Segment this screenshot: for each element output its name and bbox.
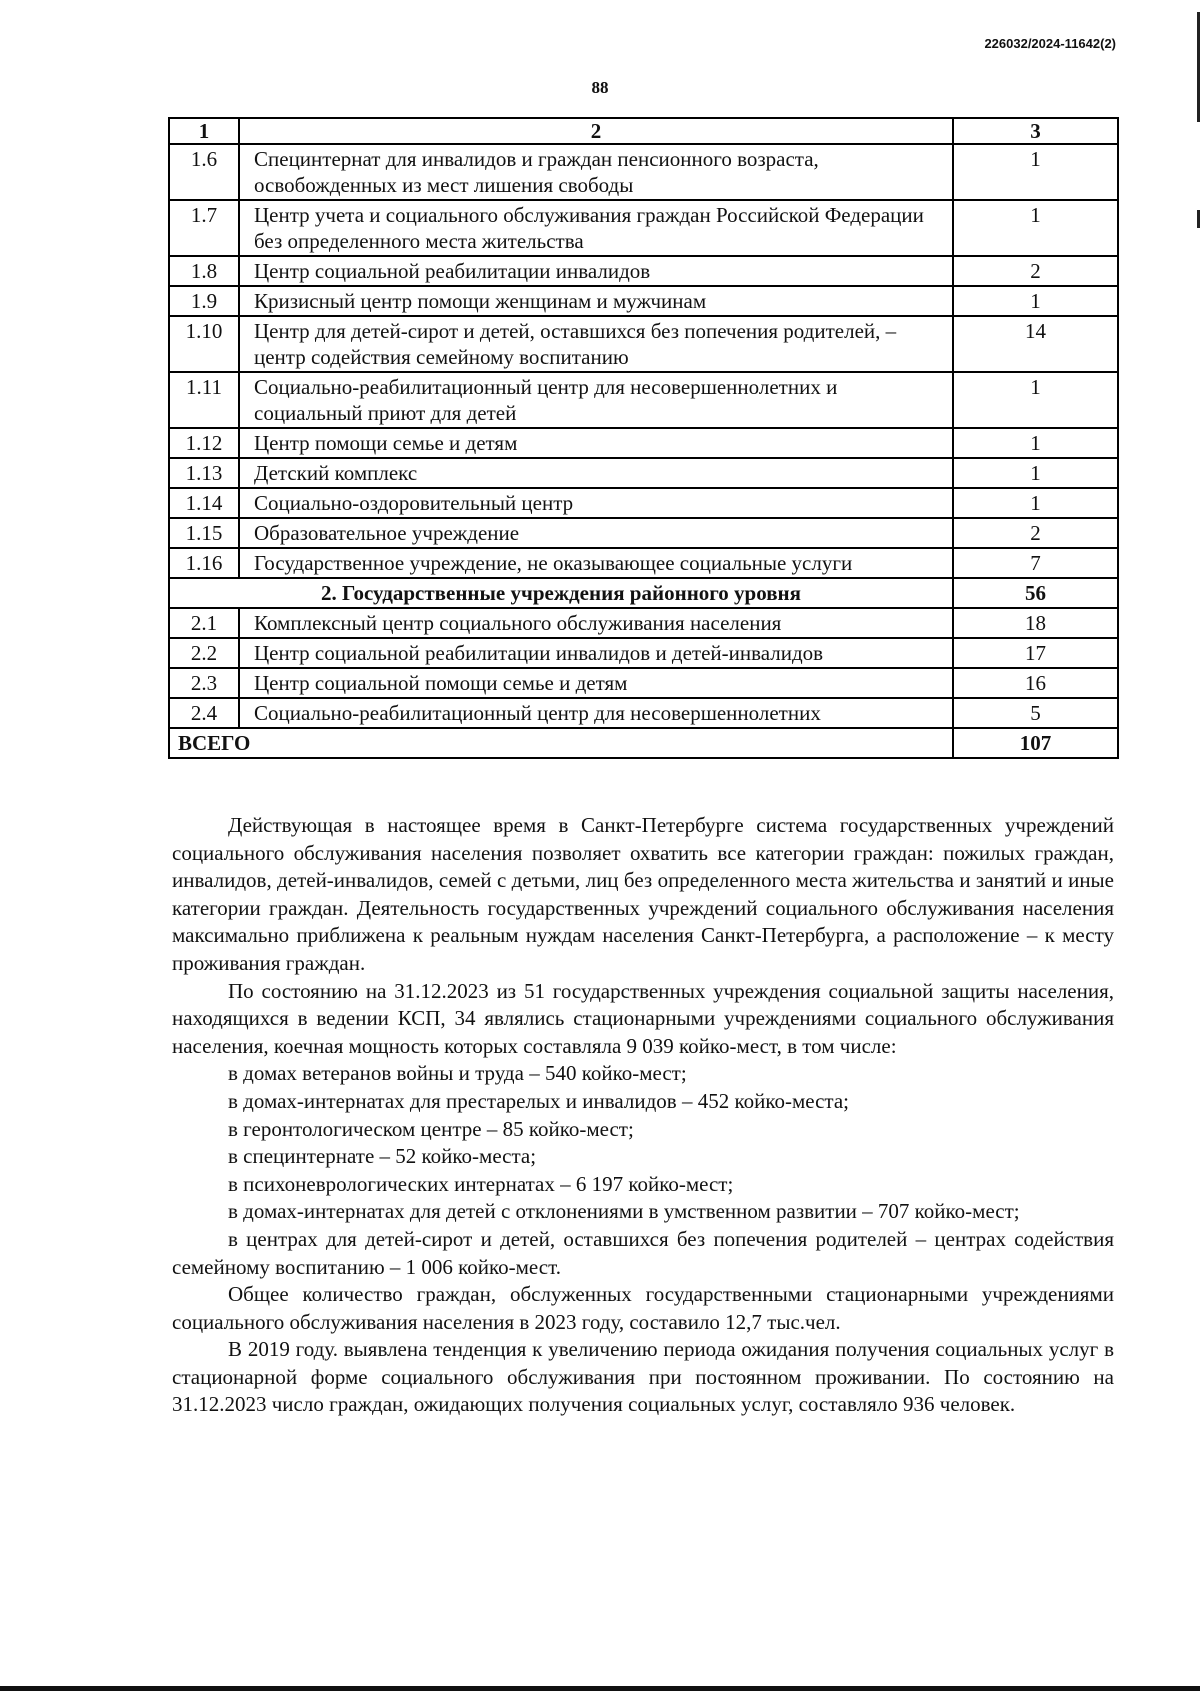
- table-row: [169, 372, 1118, 428]
- section-title: 2. Государственные учреждения районного уровня: [169, 578, 953, 608]
- row-number: 1.14: [169, 488, 239, 518]
- table-row: [169, 488, 1118, 518]
- row-count: 1: [953, 200, 1118, 256]
- row-number: 1.8: [169, 256, 239, 286]
- column-header: 1: [169, 118, 239, 144]
- table-row: [169, 256, 1118, 286]
- row-number: 2.3: [169, 668, 239, 698]
- row-number: 2.1: [169, 608, 239, 638]
- table-row: [169, 698, 1118, 728]
- table-row: [169, 458, 1118, 488]
- row-number: 1.6: [169, 144, 239, 200]
- table-row: [169, 144, 1118, 200]
- paragraph: Общее количество граждан, обслуженных государственными стационарными учреждениями социального обслуживания населения в 2023 году, составило 12,7 тыс.чел.: [172, 1282, 1114, 1334]
- list-item: в психоневрологических интернатах – 6 197 койко-мест;: [228, 1171, 734, 1196]
- row-number: 1.16: [169, 548, 239, 578]
- row-count: 1: [953, 286, 1118, 316]
- table-row: [169, 316, 1118, 372]
- table-group-1: [169, 144, 1118, 578]
- document-id: 226032/2024-11642(2): [984, 36, 1116, 51]
- list-item: в специнтернате – 52 койко-места;: [228, 1144, 537, 1169]
- list-item: в центрах для детей-сирот и детей, оставшихся без попечения родителей – центрах содействия семейному воспитанию – 1 006 койко-мест.: [172, 1226, 1114, 1279]
- row-number: 1.13: [169, 458, 239, 488]
- row-name: Центр социальной реабилитации инвалидов: [239, 256, 953, 286]
- row-name: Специнтернат для инвалидов и граждан пенсионного возраста, освобожденных из мест лишения свободы: [239, 144, 953, 200]
- table-row: [169, 286, 1118, 316]
- row-count: 2: [953, 518, 1118, 548]
- row-number: 1.10: [169, 316, 239, 372]
- paragraph: В 2019 году. выявлена тенденция к увеличению периода ожидания получения социальных услуг в стационарной форме социального обслуживания при постоянном проживании. По состоянию на 31.12.2023 число граждан, ожидающих получения социальных услуг, составляло 936 человек.: [172, 1337, 1114, 1417]
- row-name: Социально-оздоровительный центр: [239, 488, 953, 518]
- row-count: 1: [953, 488, 1118, 518]
- table-header-row: [169, 118, 1118, 144]
- total-row: [169, 728, 1118, 758]
- row-count: 1: [953, 144, 1118, 200]
- institutions-table: [168, 117, 1119, 759]
- section-count: 56: [953, 578, 1118, 608]
- row-count: 17: [953, 638, 1118, 668]
- table-row: [169, 518, 1118, 548]
- row-name: Образовательное учреждение: [239, 518, 953, 548]
- row-count: 1: [953, 372, 1118, 428]
- table-row: [169, 668, 1118, 698]
- row-count: 2: [953, 256, 1118, 286]
- paragraph: Действующая в настоящее время в Санкт-Петербурге система государственных учреждений социального обслуживания населения позволяет охватить все категории граждан: пожилых граждан, инвалидов, детей-инвалидов, семей с детьми, лиц без определенного места жительства и занятий и иные категории граждан. Деятельность государственных учреждений социального обслуживания населения максимально приближена к реальным нуждам населения Санкт-Петербурга, а расположение – к месту проживания граждан.: [172, 813, 1114, 975]
- page-number: 88: [591, 78, 609, 97]
- table-row: [169, 428, 1118, 458]
- row-name: Центр учета и социального обслуживания граждан Российской Федерации без определенного места жительства: [239, 200, 953, 256]
- total-label: ВСЕГО: [169, 728, 953, 758]
- row-name: Государственное учреждение, не оказывающее социальные услуги: [239, 548, 953, 578]
- row-name: Центр социальной реабилитации инвалидов и детей-инвалидов: [239, 638, 953, 668]
- row-name: Социально-реабилитационный центр для несовершеннолетних: [239, 698, 953, 728]
- list-item: в домах ветеранов войны и труда – 540 койко-мест;: [228, 1061, 687, 1086]
- row-count: 7: [953, 548, 1118, 578]
- paragraph: По состоянию на 31.12.2023 из 51 государственных учреждения социальной защиты населения, находящихся в ведении КСП, 34 являлись стационарными учреждениями социального обслуживания населения, коечная мощность которых составляла 9 039 койко-мест, в том числе:: [172, 978, 1114, 1058]
- row-name: Кризисный центр помощи женщинам и мужчинам: [239, 286, 953, 316]
- body-text: [172, 812, 1114, 1419]
- total-count: 107: [953, 728, 1118, 758]
- section-row: [169, 578, 1118, 608]
- table-row: [169, 638, 1118, 668]
- row-name: Центр для детей-сирот и детей, оставшихся без попечения родителей, – центр содействия семейному воспитанию: [239, 316, 953, 372]
- row-name: Центр помощи семье и детям: [239, 428, 953, 458]
- table-group-2: [169, 608, 1118, 728]
- row-count: 18: [953, 608, 1118, 638]
- row-count: 1: [953, 428, 1118, 458]
- row-name: Комплексный центр социального обслуживания населения: [239, 608, 953, 638]
- row-number: 2.2: [169, 638, 239, 668]
- row-name: Центр социальной помощи семье и детям: [239, 668, 953, 698]
- row-number: 1.11: [169, 372, 239, 428]
- list-item: в геронтологическом центре – 85 койко-мест;: [228, 1116, 634, 1141]
- list-item: в домах-интернатах для детей с отклонениями в умственном развитии – 707 койко-мест;: [228, 1199, 1020, 1224]
- row-count: 5: [953, 698, 1118, 728]
- row-count: 14: [953, 316, 1118, 372]
- row-name: Социально-реабилитационный центр для несовершеннолетних и социальный приют для детей: [239, 372, 953, 428]
- row-number: 1.12: [169, 428, 239, 458]
- table-row: [169, 548, 1118, 578]
- row-count: 1: [953, 458, 1118, 488]
- row-number: 1.7: [169, 200, 239, 256]
- column-header: 2: [239, 118, 953, 144]
- row-number: 1.15: [169, 518, 239, 548]
- row-name: Детский комплекс: [239, 458, 953, 488]
- scan-bottom-edge: [0, 1686, 1200, 1691]
- column-header: 3: [953, 118, 1118, 144]
- row-number: 1.9: [169, 286, 239, 316]
- table-row: [169, 200, 1118, 256]
- list-item: в домах-интернатах для престарелых и инвалидов – 452 койко-места;: [228, 1088, 850, 1113]
- table-row: [169, 608, 1118, 638]
- row-count: 16: [953, 668, 1118, 698]
- row-number: 2.4: [169, 698, 239, 728]
